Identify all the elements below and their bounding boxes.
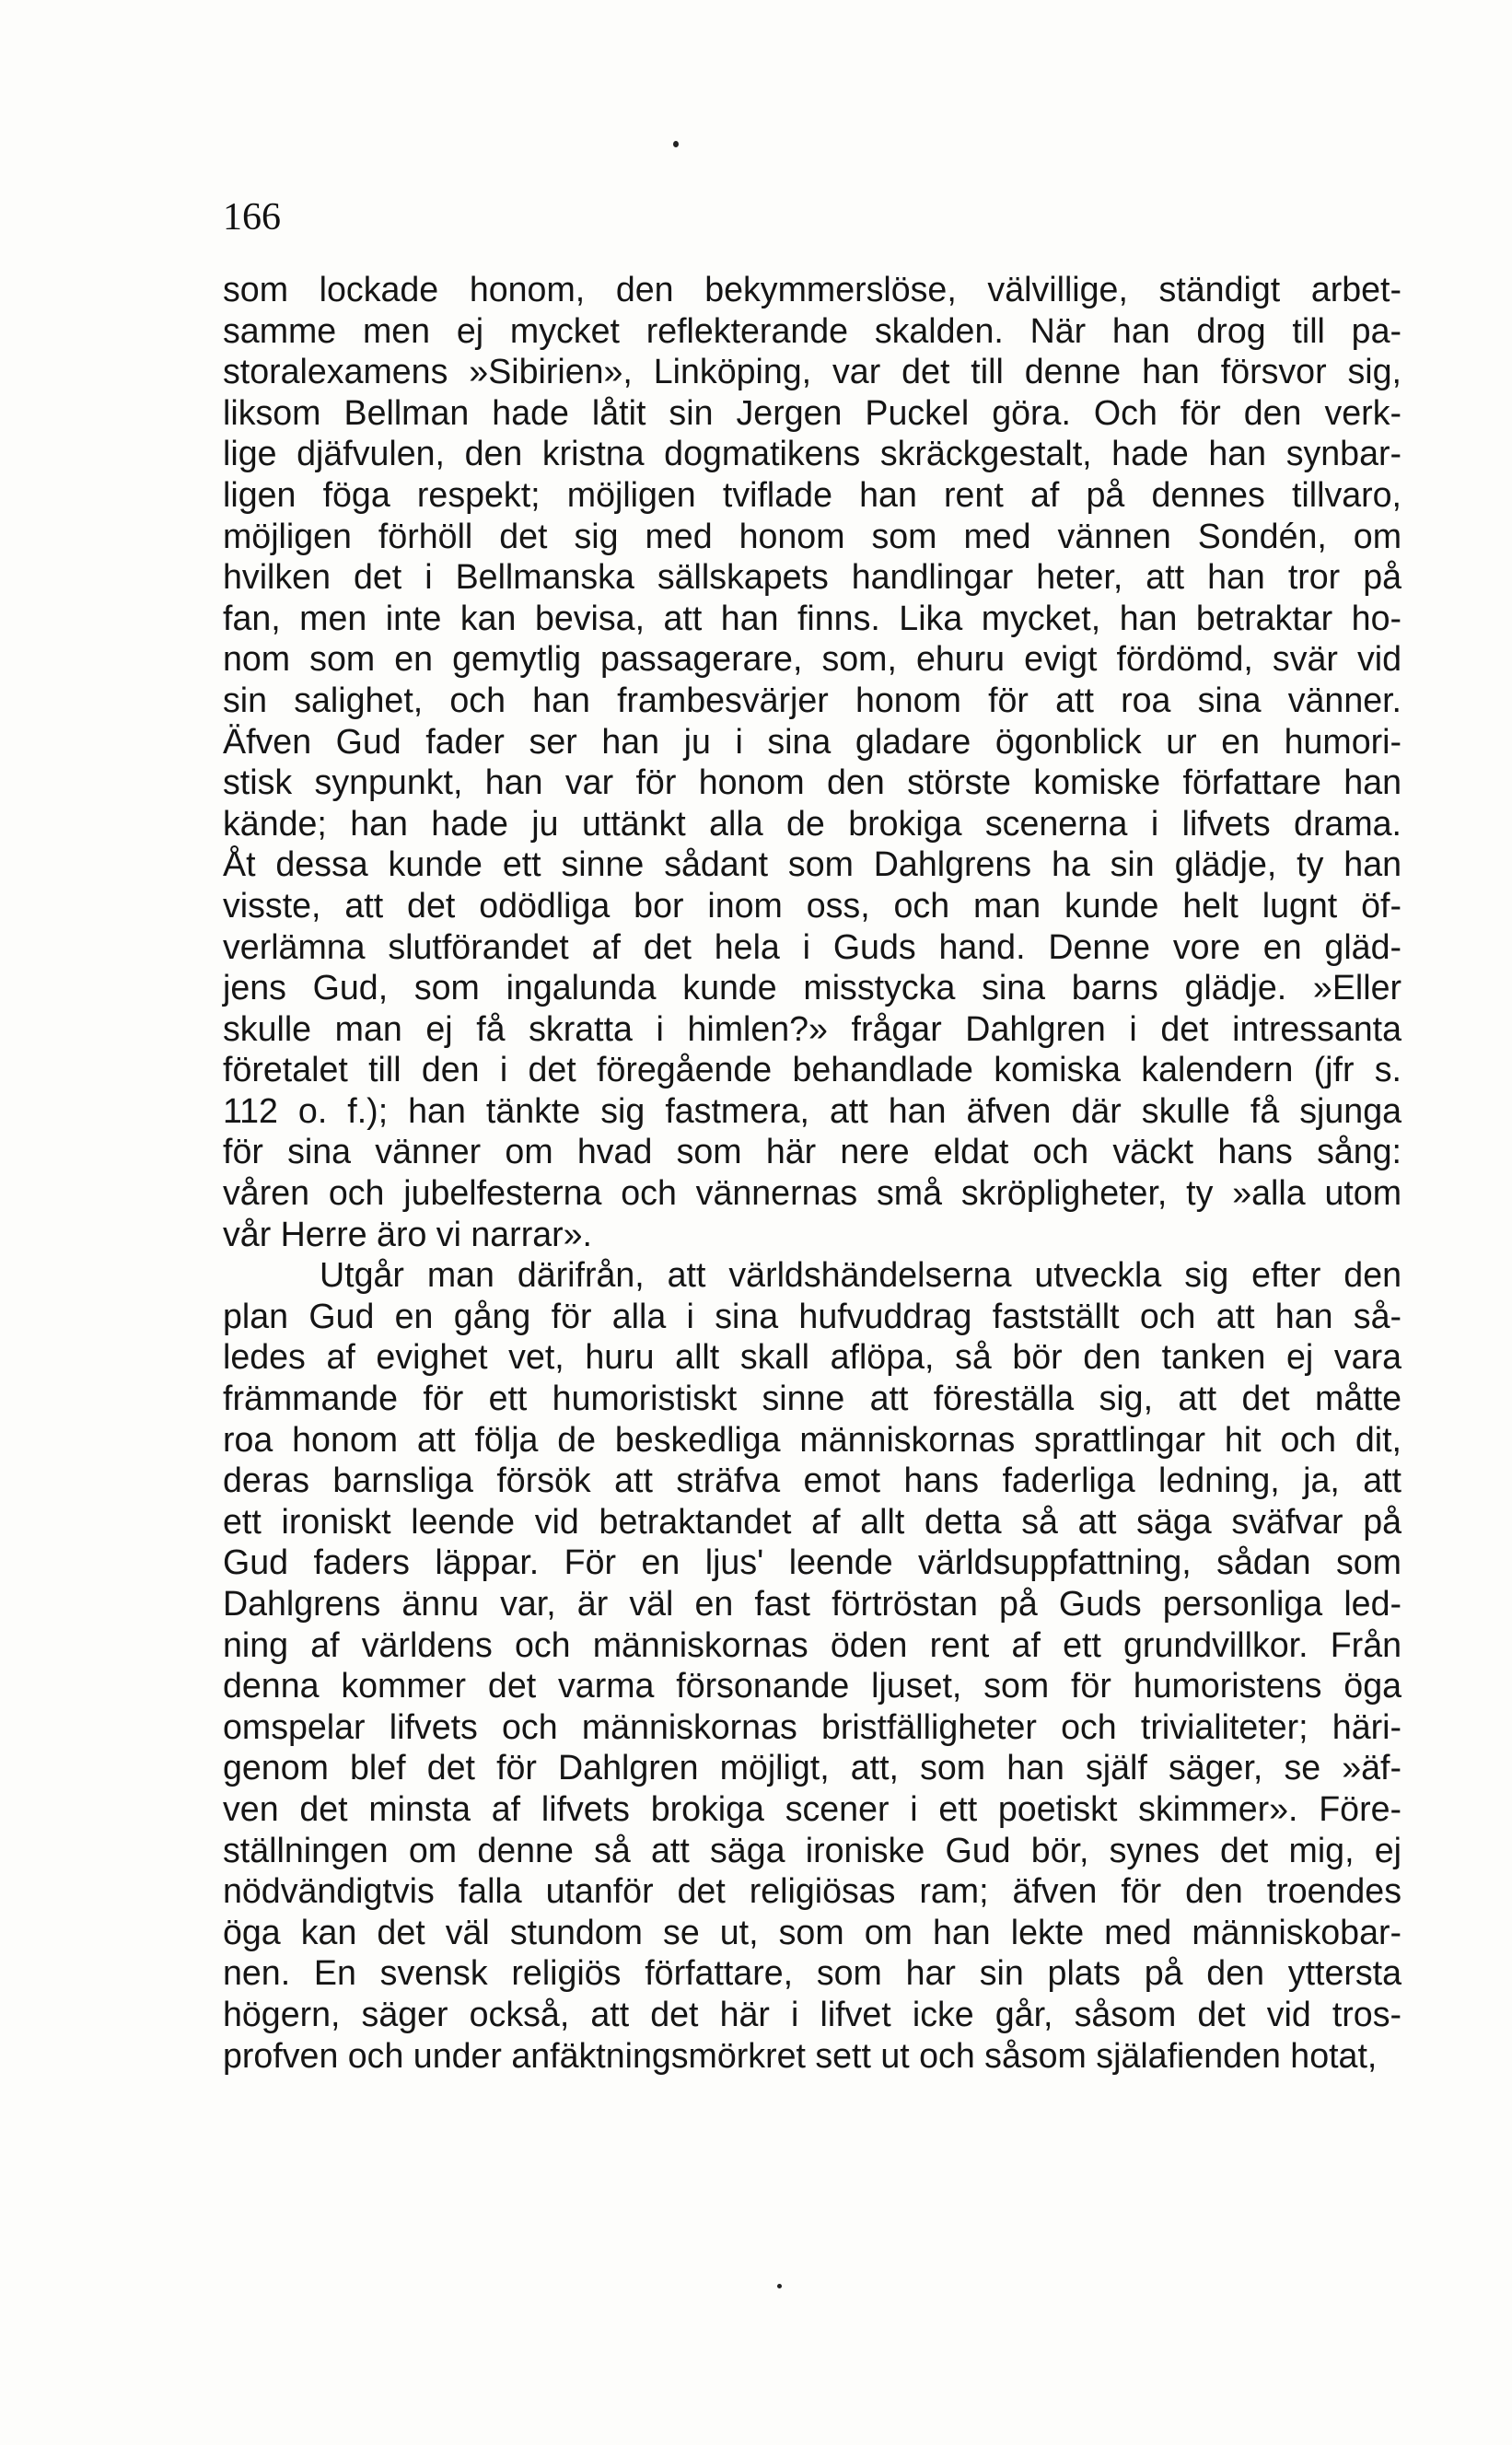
print-speck-bottom xyxy=(777,2284,782,2288)
text-line: företalet till den i det föregående behandlade komiska kalendern (jfr s. xyxy=(223,1050,1402,1089)
text-line: jens Gud, som ingalunda kunde misstycka sina barns glädje. »Eller xyxy=(223,968,1402,1007)
text-line: Åt dessa kunde ett sinne sådant som Dahlgrens ha sin glädje, ty han xyxy=(223,844,1402,884)
page-number: 166 xyxy=(223,196,281,239)
text-line: omspelar lifvets och människornas bristfälligheter och trivialiteter; häri- xyxy=(223,1706,1402,1746)
text-line: genom blef det för Dahlgren möjligt, att, som han själf säger, se »äf- xyxy=(223,1748,1402,1787)
paragraph xyxy=(223,269,1402,1254)
text-line: nödvändigtvis falla utanför det religiösas ram; äfven för den troendes xyxy=(223,1871,1402,1911)
print-speck-top xyxy=(673,141,679,147)
body-text xyxy=(223,269,1402,2076)
text-line: ett ironiskt leende vid betraktandet af allt detta så att säga sväfvar på xyxy=(223,1501,1402,1541)
text-line: visste, att det odödliga bor inom oss, och man kunde helt lugnt öf- xyxy=(223,885,1402,925)
text-line: lige djäfvulen, den kristna dogmatikens skräckgestalt, hade han synbar- xyxy=(223,434,1402,473)
text-line: Gud faders läppar. För en ljus' leende världsuppfattning, sådan som xyxy=(223,1543,1402,1582)
text-line: möjligen förhöll det sig med honom som med vännen Sondén, om xyxy=(223,516,1402,555)
text-line: Äfven Gud fader ser han ju i sina gladare ögonblick ur en humori- xyxy=(223,721,1402,761)
text-line: ledes af evighet vet, huru allt skall aflöpa, så bör den tanken ej vara xyxy=(223,1337,1402,1377)
text-line: storalexamens »Sibirien», Linköping, var det till denne han försvor sig, xyxy=(223,352,1402,391)
text-line: våren och jubelfesterna och vännernas små skröpligheter, ty »alla utom xyxy=(223,1173,1402,1213)
text-line: hvilken det i Bellmanska sällskapets handlingar heter, att han tror på xyxy=(223,557,1402,597)
text-line: nom som en gemytlig passagerare, som, ehuru evigt fördömd, svär vid xyxy=(223,639,1402,679)
text-line: vår Herre äro vi narrar». xyxy=(223,1214,592,1253)
text-line: högern, säger också, att det här i lifvet icke går, såsom det vid tros- xyxy=(223,1994,1402,2033)
text-line: kände; han hade ju uttänkt alla de brokiga scenerna i lifvets drama. xyxy=(223,803,1402,843)
text-line: samme men ej mycket reflekterande skalden. När han drog till pa- xyxy=(223,310,1402,350)
text-line: nen. En svensk religiös författare, som har sin plats på den yttersta xyxy=(223,1953,1402,1993)
text-line: 112 o. f.); han tänkte sig fastmera, att han äfven där skulle få sjunga xyxy=(223,1090,1402,1130)
text-line: för sina vänner om hvad som här nere eldat och väckt hans sång: xyxy=(223,1132,1402,1171)
text-line: ven det minsta af lifvets brokiga scener i ett poetiskt skimmer». Före- xyxy=(223,1788,1402,1828)
text-line: Dahlgrens ännu var, är väl en fast förtröstan på Guds personliga led- xyxy=(223,1584,1402,1623)
text-line: profven och under anfäktningsmörkret sett ut och såsom själafienden hotat, xyxy=(223,2035,1378,2075)
paragraph xyxy=(223,1254,1402,2076)
text-line: fan, men inte kan bevisa, att han finns. Lika mycket, han betraktar ho- xyxy=(223,598,1402,637)
text-line: som lockade honom, den bekymmerslöse, välvillige, ständigt arbet- xyxy=(223,270,1402,309)
text-line: liksom Bellman hade låtit sin Jergen Puckel göra. Och för den verk- xyxy=(223,392,1402,432)
text-line: denna kommer det varma försonande ljuset, som för humoristens öga xyxy=(223,1666,1402,1706)
text-line: ligen föga respekt; möjligen tviflade han rent af på dennes tillvaro, xyxy=(223,474,1402,514)
text-line: stisk synpunkt, han var för honom den störste komiske författare han xyxy=(223,763,1402,802)
text-line: ning af världens och människornas öden rent af ett grundvillkor. Från xyxy=(223,1624,1402,1664)
text-line: verlämna slutförandet af det hela i Guds hand. Denne vore en gläd- xyxy=(223,926,1402,966)
text-line: öga kan det väl stundom se ut, som om han lekte med människobar- xyxy=(223,1912,1402,1951)
text-line: ställningen om denne så att säga ironiske Gud bör, synes det mig, ej xyxy=(223,1830,1402,1869)
text-line: sin salighet, och han frambesvärjer honom för att roa sina vänner. xyxy=(223,680,1402,719)
text-line: roa honom att följa de beskedliga människornas sprattlingar hit och dit, xyxy=(223,1419,1402,1459)
text-line: främmande för ett humoristiskt sinne att föreställa sig, att det måtte xyxy=(223,1379,1402,1418)
text-line: Utgår man därifrån, att världshändelserna utveckla sig efter den xyxy=(320,1255,1402,1295)
text-line: plan Gud en gång för alla i sina hufvuddrag fastställt och att han så- xyxy=(223,1296,1402,1335)
text-line: deras barnsliga försök att sträfva emot hans faderliga ledning, ja, att xyxy=(223,1461,1402,1500)
text-line: skulle man ej få skratta i himlen?» frågar Dahlgren i det intressanta xyxy=(223,1008,1402,1048)
